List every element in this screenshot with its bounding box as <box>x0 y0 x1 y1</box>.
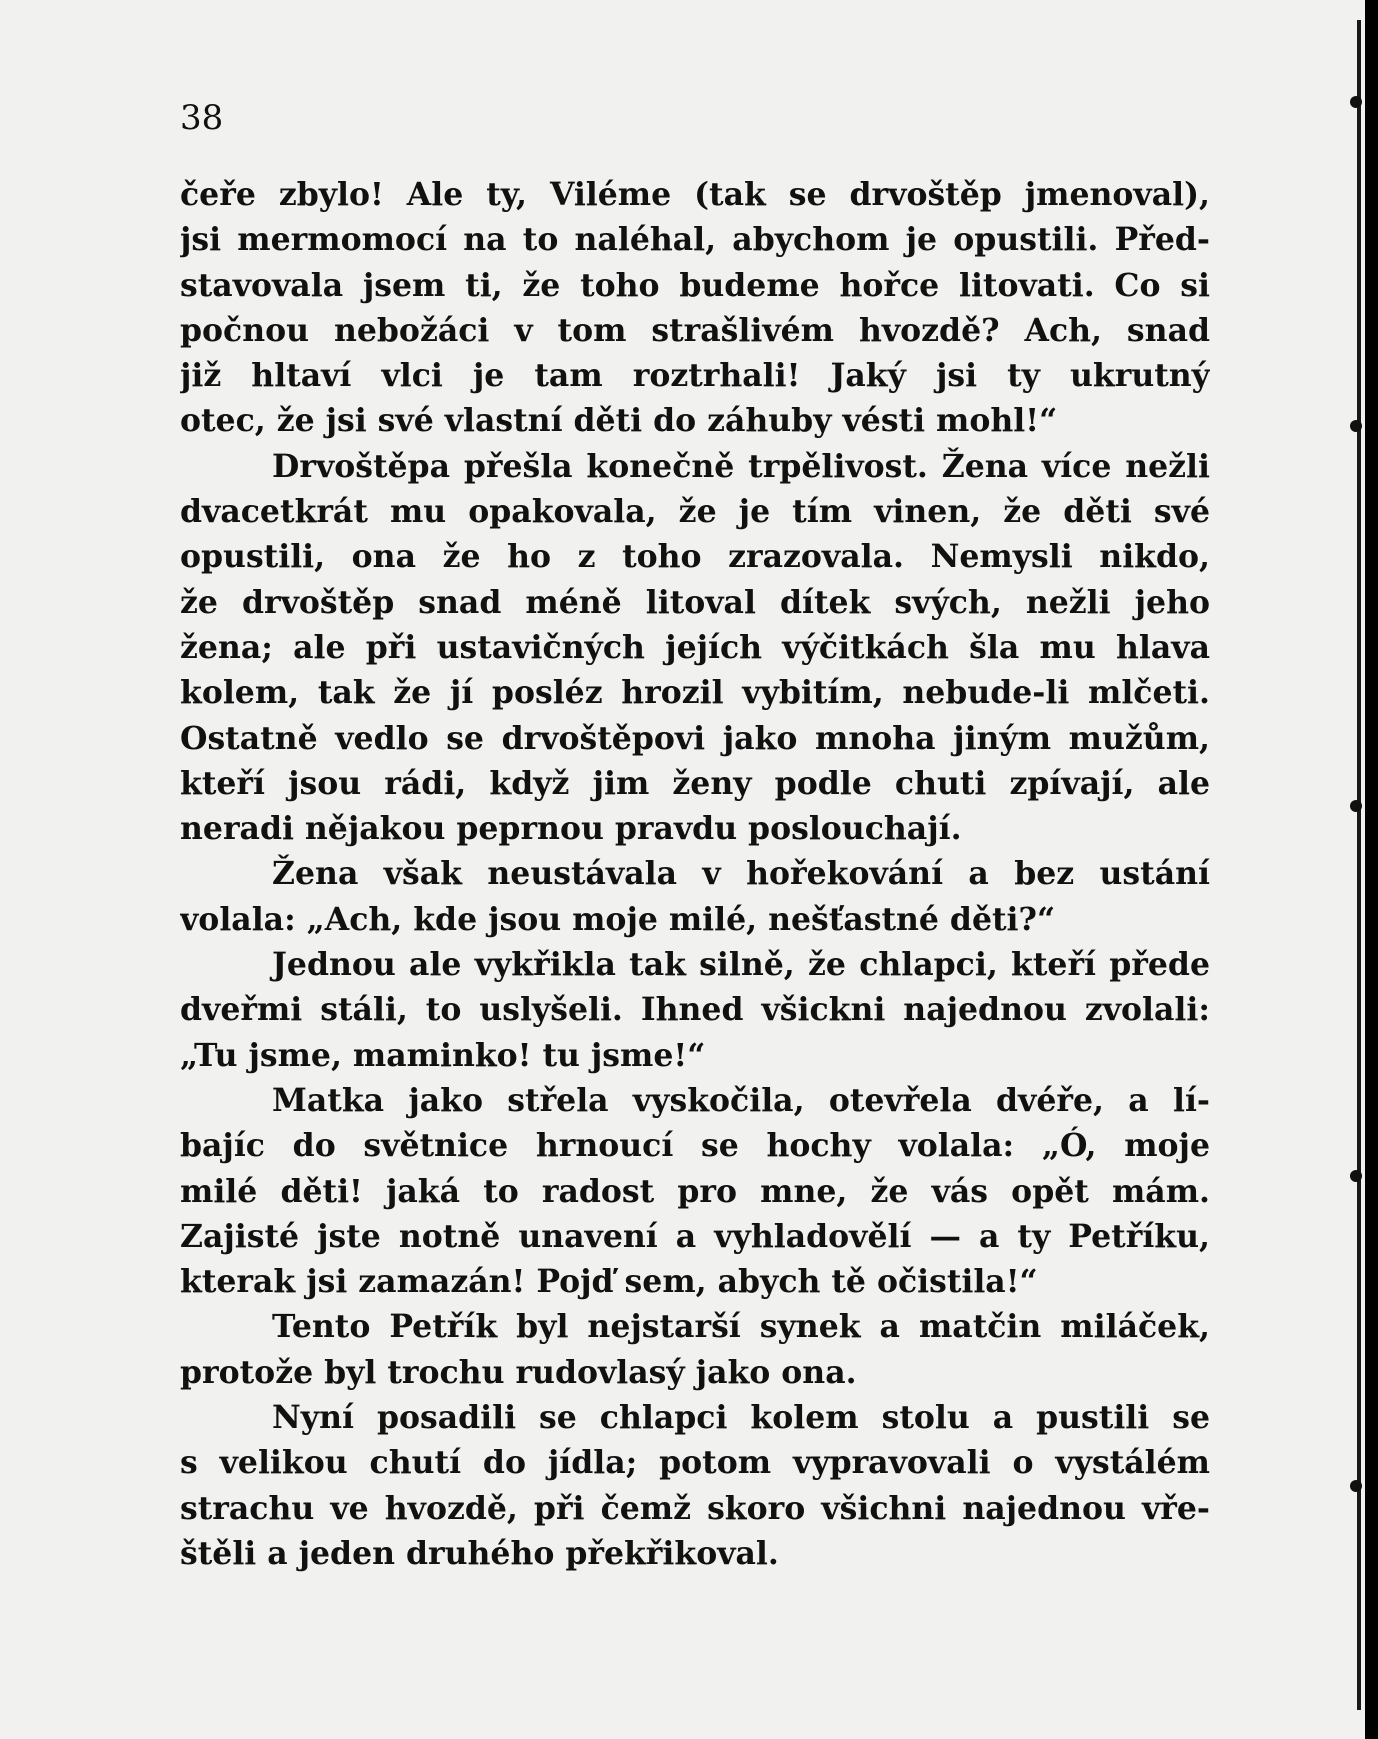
binding-mark <box>1350 1170 1362 1182</box>
text-line: bajíc do světnice hrnoucí se hochy volala: „Ó, moje <box>180 1127 1210 1165</box>
text-line: Zajisté jste notně unavení a vyhladovělí — a ty Petříku, <box>180 1217 1210 1255</box>
text-line: již hltaví vlci je tam roztrhali! Jaký jsi ty ukrutný <box>180 357 1210 395</box>
text-line: Jednou ale vykřikla tak silně, že chlapci, kteří přede <box>272 946 1210 984</box>
text-line: že drvoštěp snad méně litoval dítek svých, nežli jeho <box>180 583 1210 621</box>
text-line: Tento Petřík byl nejstarší synek a matčin miláček, <box>272 1308 1210 1346</box>
text-line: dvacetkrát mu opakovala, že je tím vinen, že děti své <box>180 493 1210 531</box>
binding-mark <box>1350 96 1362 108</box>
text-line: volala: „Ach, kde jsou moje milé, nešťastné děti?“ <box>180 900 1056 938</box>
text-line: dveřmi stáli, to uslyšeli. Ihned všickni najednou zvolali: <box>180 991 1210 1029</box>
binding-mark <box>1350 800 1362 812</box>
page-number: 38 <box>180 98 224 138</box>
text-line: počnou nebožáci v tom strašlivém hvozdě? Ach, snad <box>180 311 1210 349</box>
text-line: strachu ve hvozdě, při čemž skoro všichni najednou vře- <box>180 1489 1210 1527</box>
text-line: stavovala jsem ti, že toho budeme hořce litovati. Co si <box>180 266 1210 304</box>
text-line: Ostatně vedlo se drvoštěpovi jako mnoha jiným mužům, <box>180 719 1210 757</box>
text-line: opustili, ona že ho z toho zrazovala. Nemysli nikdo, <box>180 538 1210 576</box>
body-text <box>180 172 1210 1576</box>
text-line: neradi nějakou peprnou pravdu poslouchají. <box>180 810 962 848</box>
page-edge <box>1365 0 1378 1739</box>
text-line: Matka jako střela vyskočila, otevřela dvéře, a lí- <box>272 1081 1210 1119</box>
binding-line <box>1357 20 1361 1710</box>
text-line: žena; ale při ustavičných jejích výčitkách šla mu hlava <box>180 628 1210 666</box>
text-line: „Tu jsme, maminko! tu jsme!“ <box>180 1036 706 1074</box>
binding-mark <box>1350 420 1362 432</box>
text-line: protože byl trochu rudovlasý jako ona. <box>180 1353 857 1391</box>
text-line: kterak jsi zamazán! Pojď sem, abych tě očistila!“ <box>180 1263 1038 1301</box>
text-line: Drvoštěpa přešla konečně trpělivost. Žena více nežli <box>272 447 1210 485</box>
text-line: čeře zbylo! Ale ty, Viléme (tak se drvoštěp jmenoval), <box>180 176 1210 213</box>
binding-mark <box>1350 1480 1362 1492</box>
text-line: otec, že jsi své vlastní děti do záhuby vésti mohl!“ <box>180 402 1058 440</box>
text-line: kolem, tak že jí posléz hrozil vybitím, nebude-li mlčeti. <box>180 674 1210 712</box>
text-line: milé děti! jaká to radost pro mne, že vás opět mám. <box>180 1172 1210 1210</box>
text-line: štěli a jeden druhého překřikoval. <box>180 1534 779 1572</box>
text-line: Nyní posadili se chlapci kolem stolu a pustili se <box>272 1399 1210 1437</box>
text-line: jsi mermomocí na to naléhal, abychom je opustili. Před- <box>180 221 1210 259</box>
text-line: kteří jsou rádi, když jim ženy podle chuti zpívají, ale <box>180 764 1210 802</box>
text-line: Žena však neustávala v hořekování a bez ustání <box>272 855 1210 893</box>
text-line: s velikou chutí do jídla; potom vypravovali o vystálém <box>180 1444 1210 1482</box>
